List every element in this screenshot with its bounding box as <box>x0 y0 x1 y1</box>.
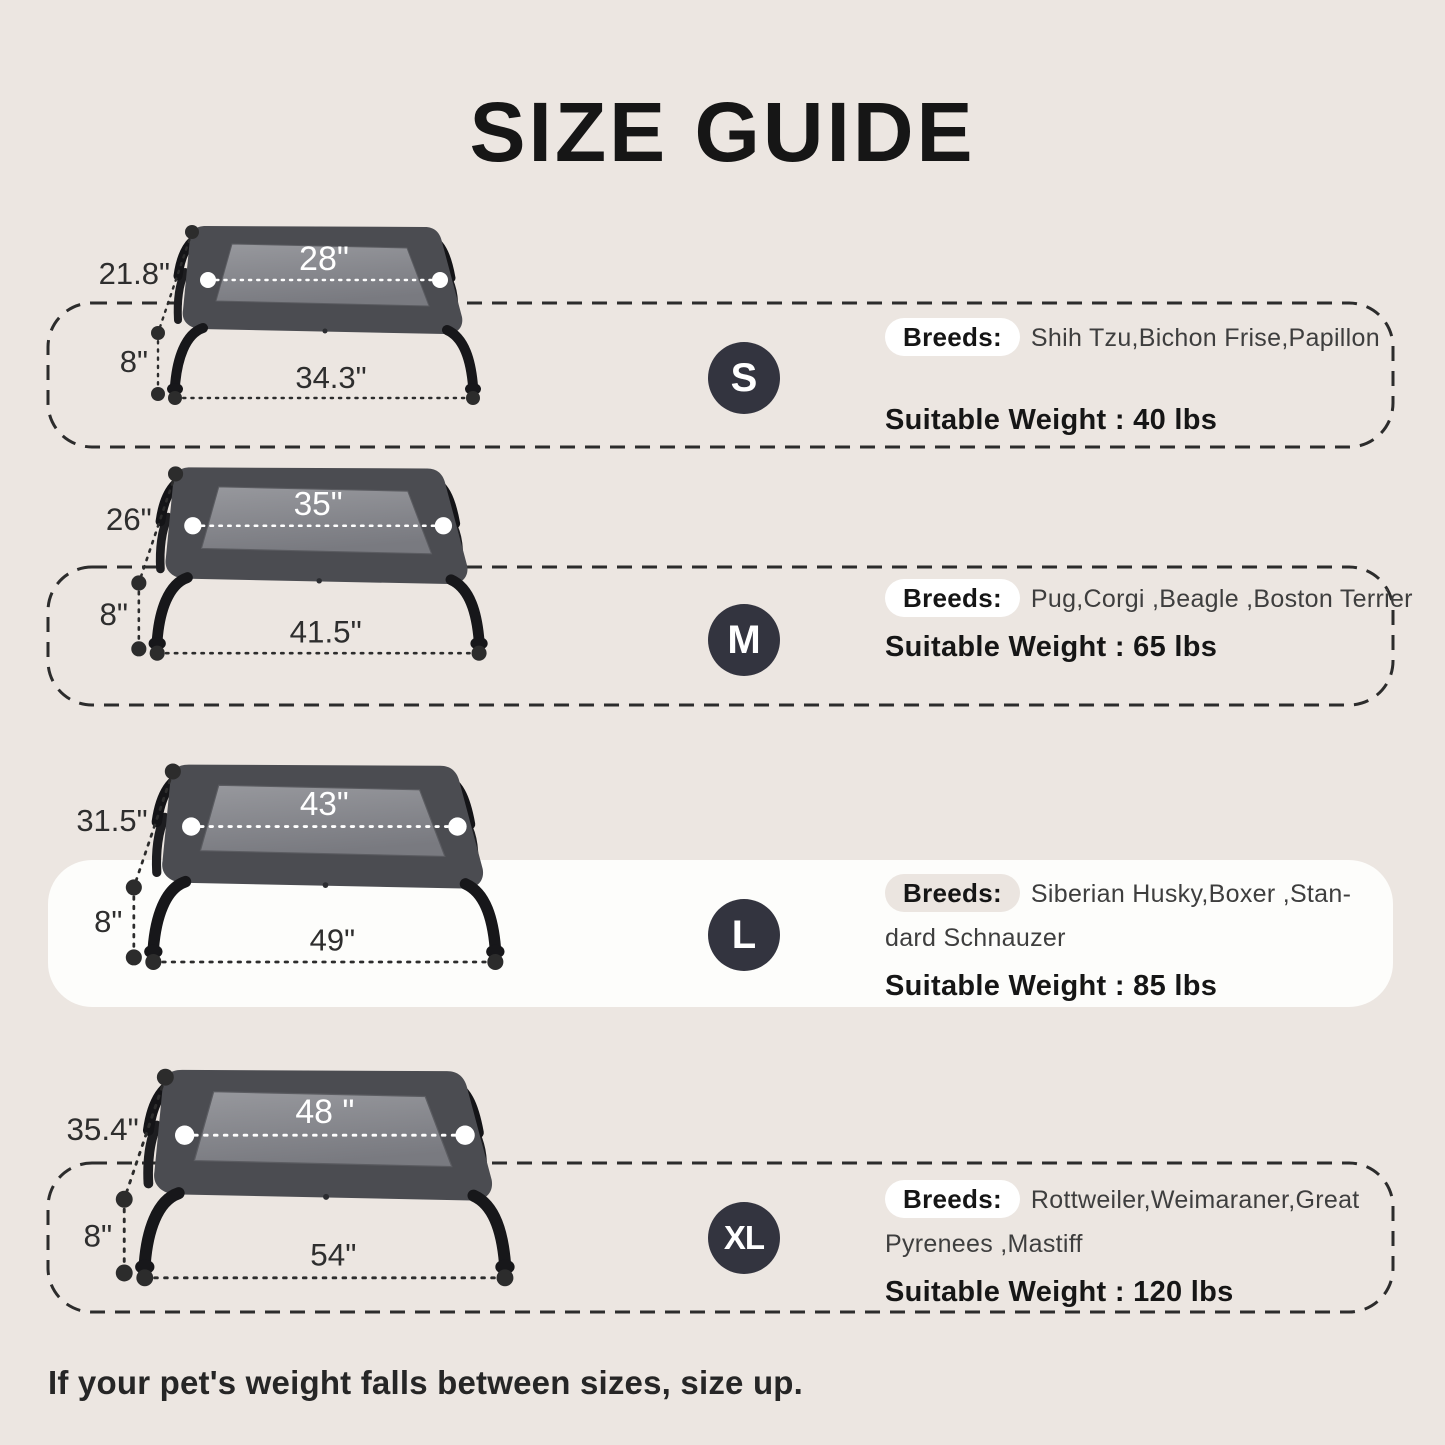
sleep-surface-width-label: 35" <box>293 485 343 523</box>
breeds-line <box>885 577 1425 621</box>
suitable-weight: Suitable Weight : 65 lbs <box>885 631 1218 663</box>
breed-list: Rottweiler,Weimaraner,Great Pyrenees ,Mastiff <box>885 1186 1360 1258</box>
breeds-line <box>885 1178 1425 1266</box>
size-badge-l <box>708 899 780 971</box>
height-dimension-label: 8" <box>119 344 148 379</box>
sleep-surface-width-label: 43" <box>299 786 349 824</box>
sleep-surface-width-label: 48 " <box>295 1093 355 1132</box>
breed-list: Shih Tzu,Bichon Frise,Papillon <box>1030 324 1380 352</box>
breed-list: Pug,Corgi ,Beagle ,Boston Terrier <box>1030 585 1413 613</box>
breeds-pill: Breeds: <box>885 318 1020 356</box>
suitable-weight: Suitable Weight : 40 lbs <box>885 404 1218 436</box>
suitable-weight: Suitable Weight : 85 lbs <box>885 970 1218 1002</box>
sleep-surface-width-label: 28" <box>299 240 349 278</box>
row-info-l <box>885 872 1390 1003</box>
suitable-weight: Suitable Weight : 120 lbs <box>885 1276 1234 1308</box>
size-badge-letter: XL <box>723 1219 765 1256</box>
depth-dimension-label: 21.8" <box>98 256 170 291</box>
height-dimension-label: 8" <box>83 1218 113 1254</box>
bed-figure-l <box>50 760 710 1001</box>
breed-list: Siberian Husky,Boxer ,Standard Schnauzer <box>885 880 1351 952</box>
size-badge-m <box>708 604 780 676</box>
breeds-pill: Breeds: <box>885 1180 1020 1218</box>
row-info-s <box>885 316 1425 437</box>
row-info-xl <box>885 1178 1425 1309</box>
size-up-note: If your pet's weight falls between sizes, size up. <box>48 1364 804 1401</box>
overall-width-label: 49" <box>309 922 356 958</box>
breeds-pill: Breeds: <box>885 579 1020 617</box>
bed-figure-m <box>60 463 681 690</box>
overall-width-label: 34.3" <box>295 360 367 395</box>
depth-dimension-label: 35.4" <box>66 1112 139 1148</box>
size-badge-letter: M <box>727 617 761 662</box>
breeds-line <box>885 316 1425 360</box>
row-info-m <box>885 577 1425 664</box>
breeds-pill: Breeds: <box>885 874 1020 912</box>
size-badge-letter: L <box>731 912 757 957</box>
overall-width-label: 54" <box>310 1237 357 1273</box>
depth-dimension-label: 31.5" <box>76 803 148 839</box>
overall-width-label: 41.5" <box>289 614 362 650</box>
bed-figure-s <box>85 222 660 432</box>
breeds-line <box>885 872 1390 960</box>
bed-figure-xl <box>36 1065 731 1319</box>
size-badge-s <box>708 342 780 414</box>
depth-dimension-label: 26" <box>105 502 152 538</box>
height-dimension-label: 8" <box>99 597 129 633</box>
size-badge-letter: S <box>730 355 758 400</box>
size-guide-title: SIZE GUIDE <box>469 85 976 179</box>
size-badge-xl <box>708 1202 780 1274</box>
height-dimension-label: 8" <box>94 904 123 940</box>
